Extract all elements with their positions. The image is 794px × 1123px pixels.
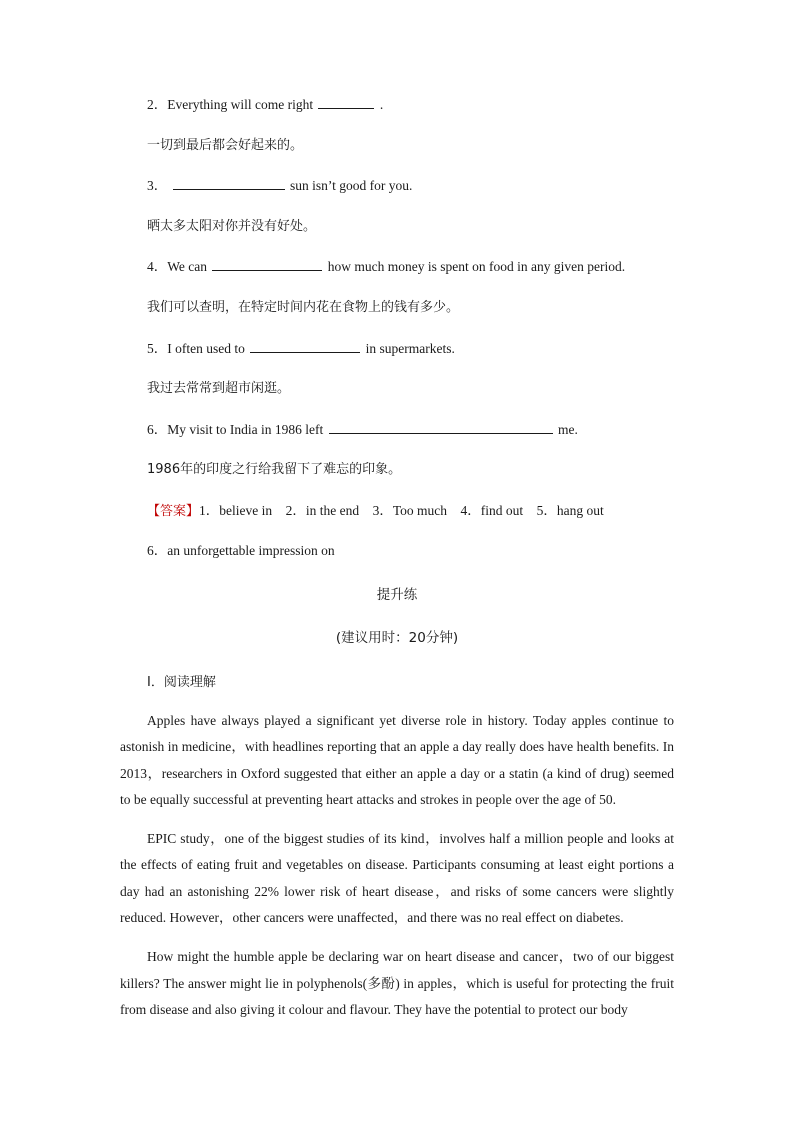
passage-paragraph-2: EPIC study，one of the biggest studies of its kind，involves half a million people and looks at the effects of eating fruit and vegetables on disease. Participants consuming at least eight portions a day had an astonishing 22% lower risk of heart disease，and risks of some cancers were slightly reduced. However，other cancers were unaffected，and there was no real effect on diabetes.: [120, 831, 674, 926]
reading-passage: [120, 708, 674, 1023]
time-note: (建议用时：20分钟): [335, 630, 459, 646]
exercise-6-translation: 1986年的印度之行给我留下了难忘的印象。: [147, 462, 402, 477]
exercise-text-after: me.: [554, 422, 578, 437]
answer-blank: [212, 258, 322, 271]
answer-key: [147, 502, 604, 521]
exercise-number: 6．: [147, 422, 168, 437]
exercise-text-after: sun isn’t good for you.: [286, 178, 413, 193]
answer-blank: [318, 96, 374, 109]
exercise-number: 2．: [147, 97, 168, 112]
exercise-text-before: Everything will come right: [167, 97, 314, 112]
section-title: 提升练: [376, 587, 418, 603]
exercise-5-translation: 我过去常常到超市闲逛。: [147, 381, 291, 396]
exercise-5: [147, 340, 455, 358]
exercise-4-translation: 我们可以查明，在特定时间内花在食物上的钱有多少。: [147, 300, 460, 315]
exercise-text-after: in supermarkets.: [362, 341, 455, 356]
exercise-number: 4．: [147, 259, 168, 274]
exercise-text-after: .: [376, 97, 384, 112]
exercise-4: [147, 258, 625, 276]
exercise-text-after: how much money is spent on food in any given period.: [324, 259, 626, 274]
answer-blank: [173, 177, 285, 190]
answer-line-1: 1．believe in 2．in the end 3．Too much 4．find out 5．hang out: [199, 503, 604, 518]
exercise-3-translation: 晒太多太阳对你并没有好处。: [147, 219, 317, 234]
exercise-text-before: My visit to India in 1986 left: [167, 422, 324, 437]
answer-blank: [329, 421, 553, 434]
answer-line-2: 6．an unforgettable impression on: [147, 543, 335, 558]
exercise-number: 3．: [147, 178, 168, 193]
exercise-3: [147, 177, 412, 195]
exercise-number: 5．: [147, 341, 168, 356]
exercise-text-before: I often used to: [167, 341, 245, 356]
exercise-2-translation: 一切到最后都会好起来的。: [147, 138, 304, 153]
exercise-text-before: We can: [167, 259, 208, 274]
answer-tag: 【答案】: [147, 504, 200, 519]
part-heading: Ⅰ．阅读理解: [147, 675, 216, 690]
passage-paragraph-1: Apples have always played a significant yet diverse role in history. Today apples continue to astonish in medicine，with headlines reporting that an apple a day really does have health benefits. In 2013，researchers in Oxford suggested that either an apple a day or a statin (a kind of drug) seemed to be equally successful at preventing heart attacks and strokes in people over the age of 50.: [120, 713, 674, 807]
passage-paragraph-3: How might the humble apple be declaring war on heart disease and cancer，two of our biggest killers? The answer might lie in polyphenols(多酚) in apples，which is useful for protecting the fruit from disease and also giving it colour and flavour. They have the potential to protect our body: [120, 949, 674, 1017]
exercise-6: [147, 421, 578, 439]
answer-blank: [250, 340, 360, 353]
exercise-2: [147, 96, 383, 114]
